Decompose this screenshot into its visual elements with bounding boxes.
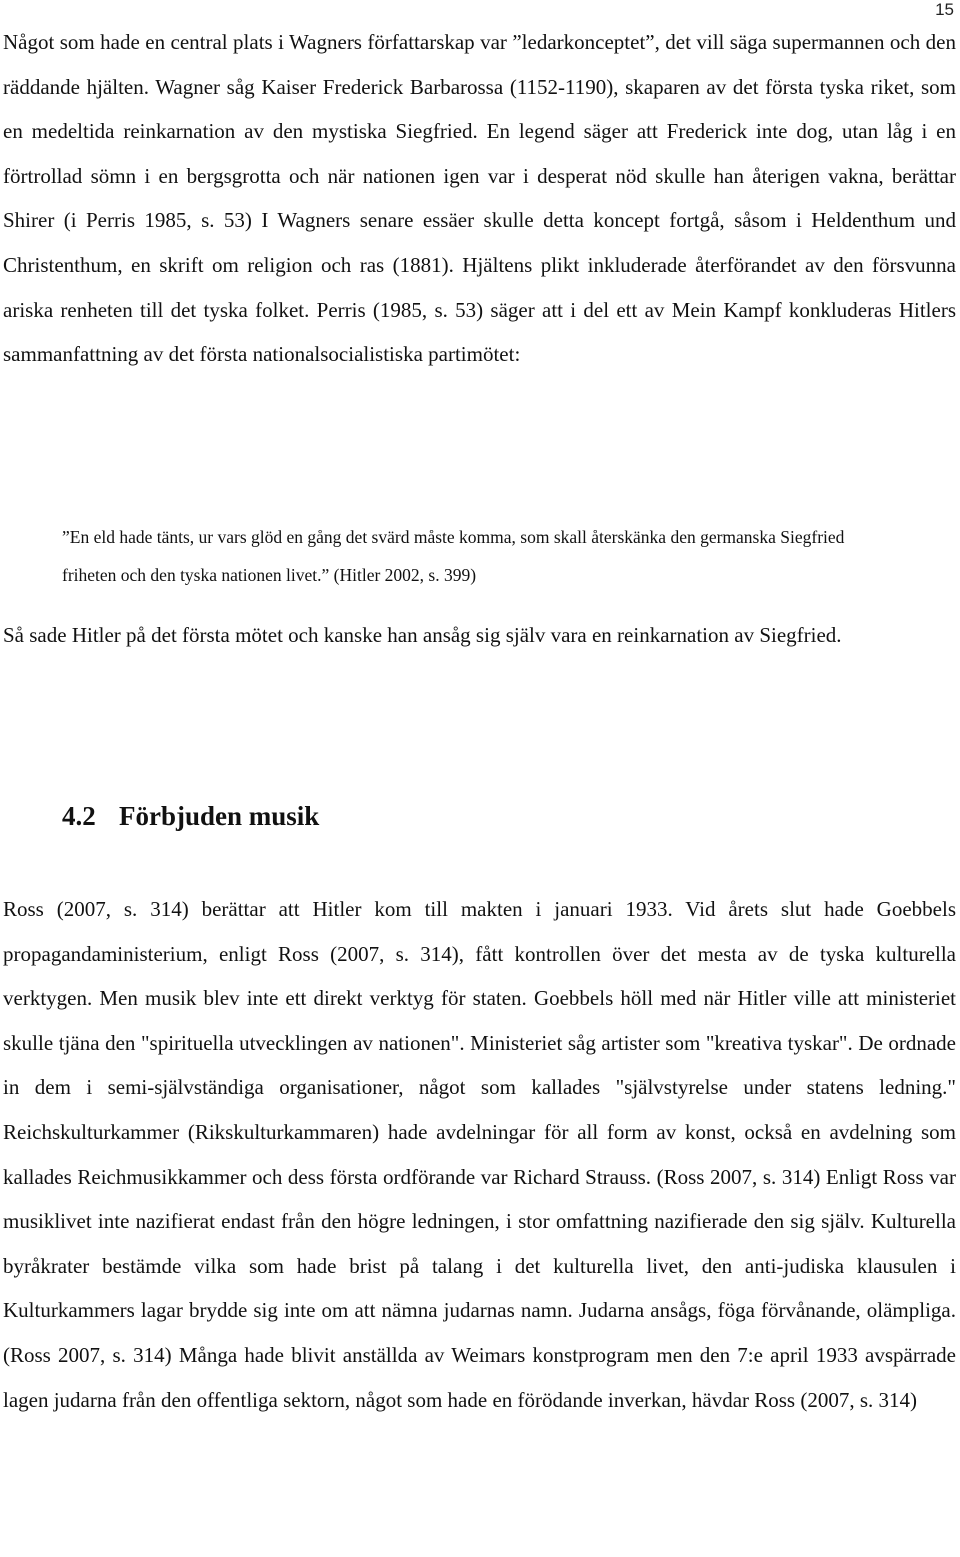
section-title: Förbjuden musik xyxy=(119,801,320,831)
block-quote-hitler: ”En eld hade tänts, ur vars glöd en gång det svärd måste komma, som skall återskänka den germanska Siegfried friheten och den tyska nationen livet.” (Hitler 2002, s. 399) xyxy=(62,527,845,585)
page-number: 15 xyxy=(935,0,954,19)
section-heading xyxy=(62,793,319,839)
section-number: 4.2 xyxy=(62,801,96,831)
paragraph-forbidden-music: Ross (2007, s. 314) berättar att Hitler kom till makten i januari 1933. Vid årets slut hade Goebbels propagandaministerium, enligt Ross (2007, s. 314), fått kontrollen över det mesta av de tyska kulturella verktygen. Men musik blev inte ett direkt verktyg för staten. Goebbels höll med när Hitler ville att ministeriet skulle tjäna den "spirituella utvecklingen av nationen". Ministeriet såg artister som "kreativa tyskar". De ordnade in dem i semi-självständiga organisationer, något som kallades "självstyrelse under statens ledning." Reichskulturkammer (Rikskulturkammaren) hade avdelningar för all form av konst, också en avdelning som kallades Reichmusikkammer och dess första ordförande var Richard Strauss. (Ross 2007, s. 314) Enligt Ross var musiklivet inte nazifierat endast från den högre ledningen, i stor omfattning nazifierade den sig själv. Kulturella byråkrater bestämde vilka som hade brist på talang i det kulturella livet, den anti-judiska klausulen i Kulturkammers lagar brydde sig inte om att nämna judarnas namn. Judarna ansågs, föga förvånande, olämpliga. (Ross 2007, s. 314) Många hade blivit anställda av Weimars konstprogram men den 7:e april 1933 avspärrade lagen judarna från den offentliga sektorn, något som hade en förödande inverkan, hävdar Ross (2007, s. 314) xyxy=(3,897,956,1412)
paragraph-hitler-siegfried: Så sade Hitler på det första mötet och kanske han ansåg sig själv vara en reinkarnation av Siegfried. xyxy=(3,623,842,647)
paragraph-wagner-leader-concept: Något som hade en central plats i Wagners författarskap var ”ledarkonceptet”, det vill säga supermannen och den räddande hjälten. Wagner såg Kaiser Frederick Barbarossa (1152-1190), skaparen av det första tyska riket, som en medeltida reinkarnation av den mystiska Siegfried. En legend säger att Frederick inte dog, utan låg i en förtrollad sömn i en bergsgrotta och när nationen igen var i desperat nöd skulle han återigen vakna, berättar Shirer (i Perris 1985, s. 53) I Wagners senare essäer skulle detta koncept fortgå, såsom i Heldenthum und Christenthum, en skrift om religion och ras (1881). Hjältens plikt inkluderade återförandet av den försvunna ariska renheten till det tyska folket. Perris (1985, s. 53) säger att i del ett av Mein Kampf konkluderas Hitlers sammanfattning av det första nationalsocialistiska partimötet: xyxy=(3,30,956,367)
